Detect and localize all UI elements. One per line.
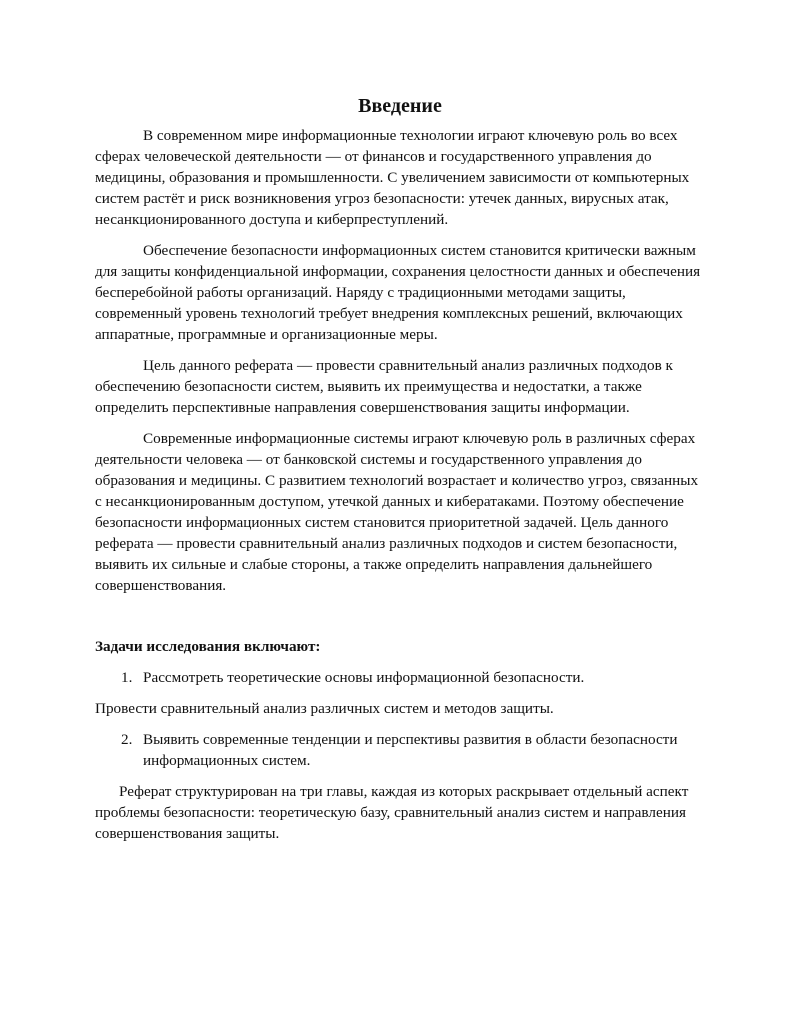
paragraph-intro: В современном мире информационные технологии играют ключевую роль во всех сферах человеческой деятельности — от финансов и государственного управления до медицины, образования и промышленности. С увеличением зависимости от компьютерных систем растёт и риск возникновения угроз безопасности: утечек данных, вирусных атак, несанкционированного доступа и киберпреступлений.	[95, 127, 690, 228]
list-number	[95, 667, 143, 688]
list-item-task-2	[95, 729, 705, 771]
paragraph-security-importance: Обеспечение безопасности информационных систем становится критически важным для защиты конфиденциальной информации, сохранения целостности данных и обеспечения бесперебойной работы организаций. Наряду с традиционными методами защиты, современный уровень технологий требует внедрения комплексных решений, включающих аппаратные, программные и организационные меры.	[95, 242, 701, 343]
list-number	[95, 729, 143, 771]
document-title: Введение	[358, 95, 442, 117]
list-number-text: 1.	[121, 669, 133, 686]
paragraph-structure: Реферат структурирован на три главы, каждая из которых раскрывает отдельный аспект проблемы безопасности: теоретическую базу, сравнительный анализ систем и направления совершенствования защиты.	[95, 783, 689, 842]
paragraph-goal: Цель данного реферата — провести сравнительный анализ различных подходов к обеспечению безопасности систем, выявить их преимущества и недостатки, а также определить перспективные направления совершенствования защиты информации.	[95, 357, 673, 416]
list-number-text: 2.	[121, 731, 133, 748]
section-spacer	[95, 606, 705, 636]
task-plain-line: Провести сравнительный анализ различных систем и методов защиты.	[95, 700, 554, 717]
list-item-text: Рассмотреть теоретические основы информационной безопасности.	[143, 669, 585, 686]
list-item-text: Выявить современные тенденции и перспективы развития в области безопасности информационных систем.	[143, 731, 678, 769]
paragraph-modern-systems: Современные информационные системы играют ключевую роль в различных сферах деятельности человека — от банковской системы и государственного управления до образования и медицины. С развитием технологий возрастает и количество угроз, связанных с несанкционированным доступом, утечкой данных и кибератаками. Поэтому обеспечение безопасности информационных систем становится приоритетной задачей. Цель данного реферата — провести сравнительный анализ различных подходов и систем безопасности, выявить их сильные и слабые стороны, а также определить направления дальнейшего совершенствования.	[95, 430, 699, 594]
tasks-heading: Задачи исследования включают:	[95, 638, 321, 655]
list-item-task-1	[95, 667, 705, 688]
